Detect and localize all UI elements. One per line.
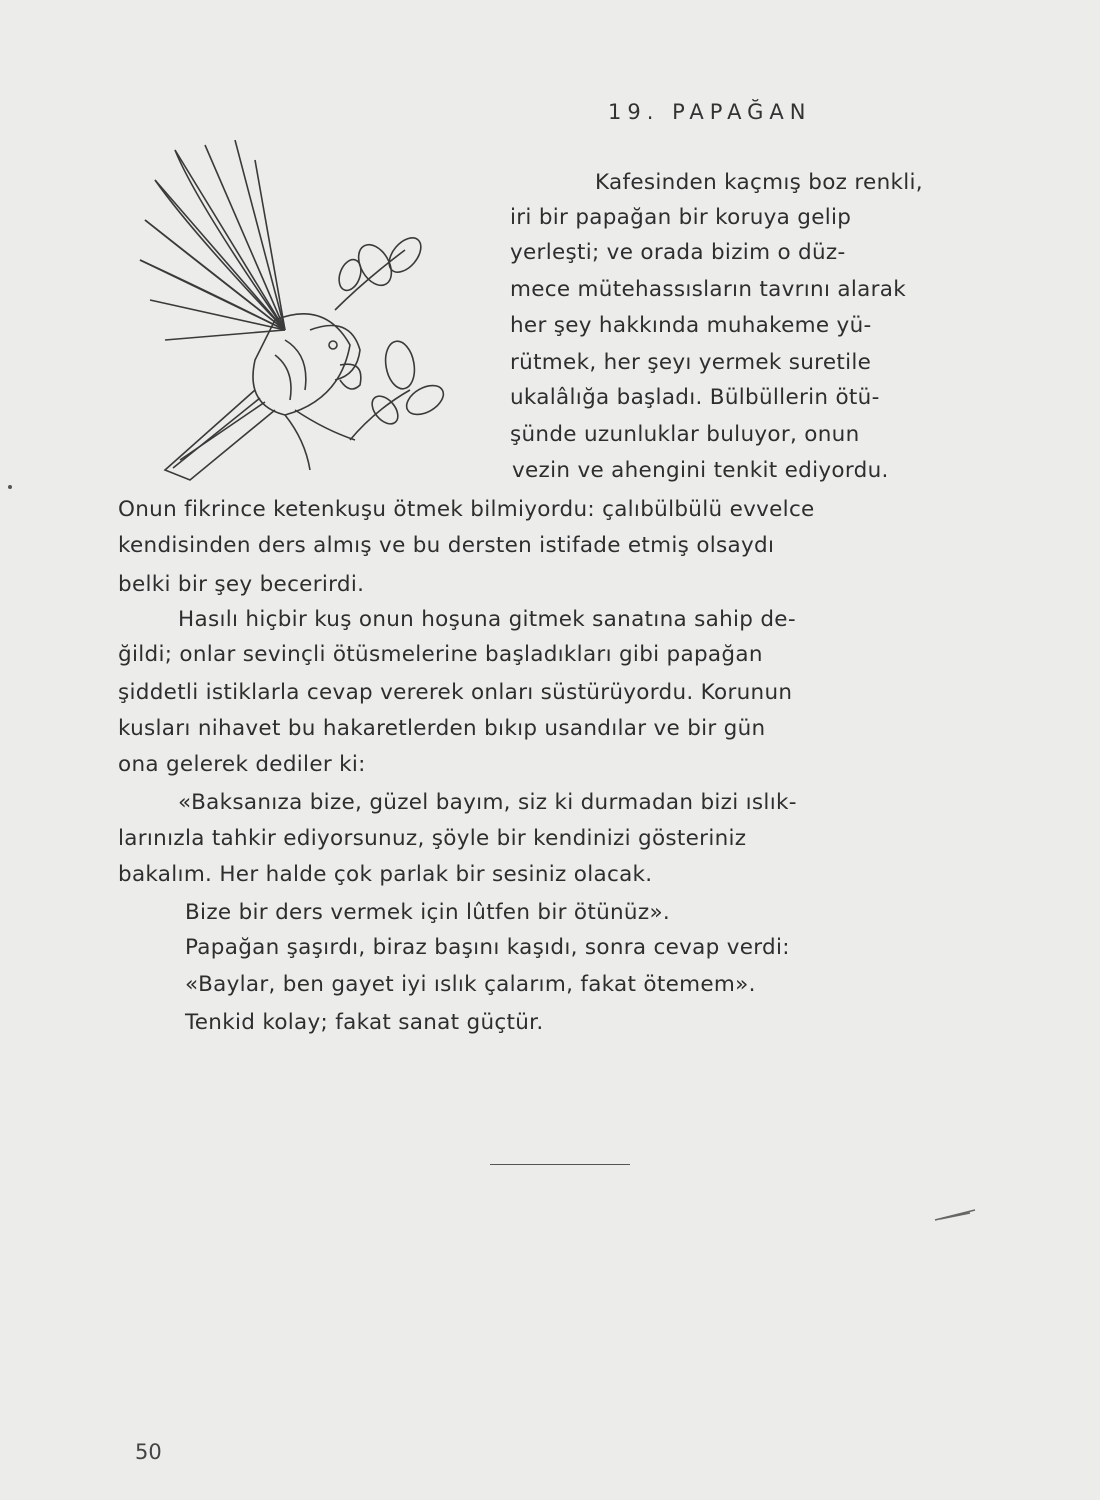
text-line: ona gelerek dediler ki:	[118, 752, 366, 777]
text-line: şiddetli istiklarla cevap vererek onları süstürüyordu. Korunun	[118, 680, 793, 705]
text-line: larınızla tahkir ediyorsunuz, şöyle bir kendinizi gösteriniz	[118, 826, 747, 851]
text-line: ğildi; onlar sevinçli ötüsmelerine başladıkları gibi papağan	[118, 642, 763, 667]
text-line: Onun fikrince ketenkuşu ötmek bilmiyordu: çalıbülbülü evvelce	[118, 497, 815, 522]
text-line: Hasılı hiçbir kuş onun hoşuna gitmek sanatına sahip de-	[178, 607, 796, 632]
chapter-title: 19. PAPAĞAN	[608, 100, 812, 124]
text-line: rütmek, her şeyı yermek suretile	[510, 350, 872, 375]
text-line: Kafesinden kaçmış boz renkli,	[595, 170, 923, 195]
text-line: vezin ve ahengini tenkit ediyordu.	[512, 458, 889, 483]
text-line: kendisinden ders almış ve bu dersten istifade etmiş olsaydı	[118, 533, 775, 558]
text-line: ukalâlığa başladı. Bülbüllerin ötü-	[510, 385, 880, 410]
text-line: belki bir şey becerirdi.	[118, 572, 365, 597]
margin-dot	[8, 485, 12, 489]
text-line: yerleşti; ve orada bizim o düz-	[510, 240, 846, 265]
ink-smudge	[930, 1205, 980, 1225]
text-line: «Baylar, ben gayet iyi ıslık çalarım, fakat ötemem».	[185, 972, 756, 997]
text-line: kusları nihavet bu hakaretlerden bıkıp usandılar ve bir gün	[118, 716, 766, 741]
closing-rule	[490, 1164, 630, 1165]
text-line: şünde uzunluklar buluyor, onun	[510, 422, 860, 447]
text-line: «Baksanıza bize, güzel bayım, siz ki durmadan bizi ıslık-	[178, 790, 797, 815]
text-line: Papağan şaşırdı, biraz başını kaşıdı, sonra cevap verdi:	[185, 935, 790, 960]
text-line: Bize bir ders vermek için lûtfen bir ötünüz».	[185, 900, 671, 925]
text-line: mece mütehassısların tavrını alarak	[510, 277, 906, 302]
text-line: iri bir papağan bir koruya gelip	[510, 205, 852, 230]
parrot-illustration	[135, 140, 445, 490]
text-line: Tenkid kolay; fakat sanat güçtür.	[185, 1010, 544, 1035]
text-line: bakalım. Her halde çok parlak bir sesiniz olacak.	[118, 862, 653, 887]
page-number: 50	[135, 1440, 162, 1464]
text-line: her şey hakkında muhakeme yü-	[510, 313, 872, 338]
